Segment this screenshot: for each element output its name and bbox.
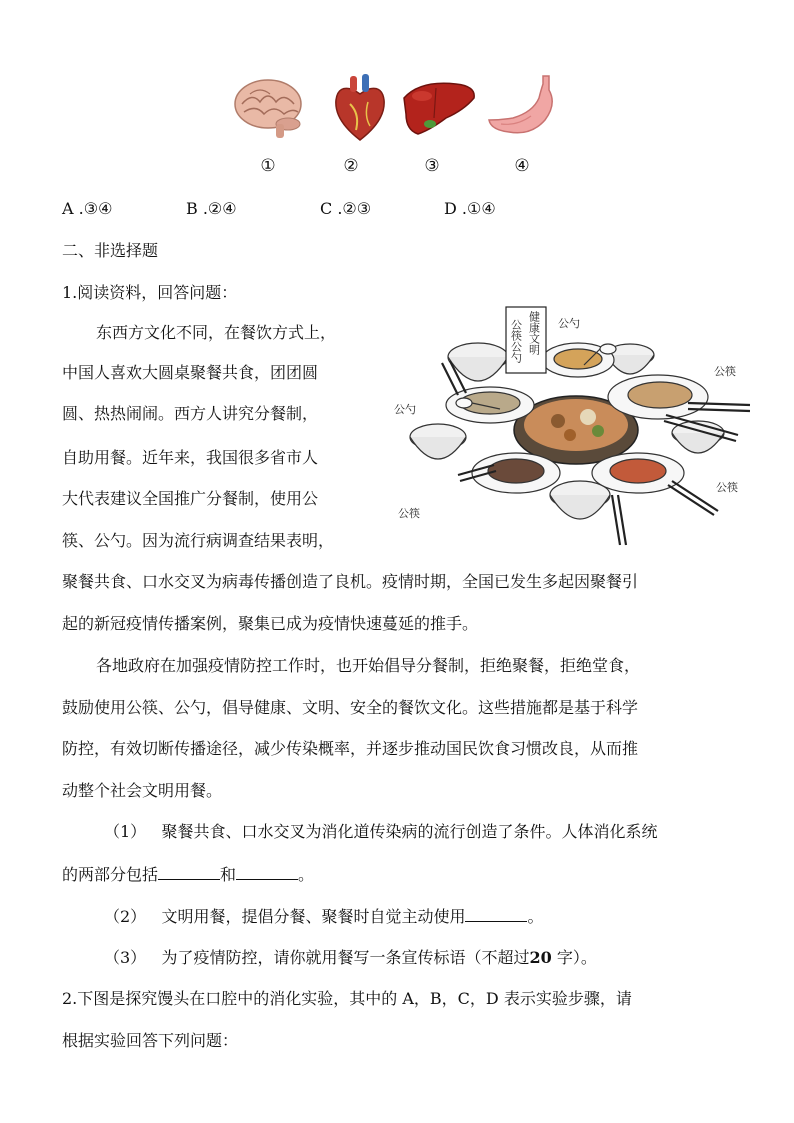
sub-question-2-number: （2） xyxy=(104,907,147,926)
question-2-line-1: 2.下图是探究馒头在口腔中的消化实验，其中的 A，B，C，D 表示实验步骤，请 xyxy=(62,989,632,1008)
sub-question-2 xyxy=(104,905,543,928)
brain-image xyxy=(230,74,310,144)
label-chopsticks-bottom-right: 公筷 xyxy=(716,481,738,494)
q1-paragraph-1-line: 东西方文化不同，在餐饮方式上， xyxy=(96,323,337,342)
q1-paragraph-1-line: 自助用餐。近年来，我国很多省市人 xyxy=(62,448,319,467)
label-spoon-left: 公勺 xyxy=(394,403,416,416)
sub-question-3-number-value: 20 xyxy=(529,948,552,967)
q1-paragraph-1-line: 圆、热热闹闹。西方人讲究分餐制， xyxy=(62,404,319,423)
q1-paragraph-1-line: 聚餐共食、口水交叉为病毒传播创造了良机。疫情时期，全国已发生多起因聚餐引 xyxy=(62,572,639,591)
stomach-image xyxy=(487,74,567,144)
label-chopsticks-bottom-left: 公筷 xyxy=(398,507,420,520)
section-title: 二、非选择题 xyxy=(62,241,159,260)
organ-images-row xyxy=(225,74,570,184)
shared-dining-illustration xyxy=(394,305,758,550)
label-chopsticks-right: 公筷 xyxy=(714,365,736,378)
q1-paragraph-2-line: 防控，有效切断传播途径，减少传染概率，并逐步推动国民饮食习惯改良，从而推 xyxy=(62,739,639,758)
option-d[interactable]: D .①④ xyxy=(444,199,496,218)
q1-paragraph-1-line: 中国人喜欢大圆桌聚餐共食，团团圆 xyxy=(62,363,319,382)
organ-number-2: ② xyxy=(343,156,359,176)
option-a[interactable]: A .③④ xyxy=(62,199,113,218)
option-b[interactable]: B .②④ xyxy=(186,199,237,218)
q1-paragraph-1-line: 大代表建议全国推广分餐制，使用公 xyxy=(62,489,319,508)
sub-question-1-text: 聚餐共食、口水交叉为消化道传染病的流行创造了条件。人体消化系统 xyxy=(161,822,658,841)
answer-blank-2[interactable] xyxy=(236,863,298,880)
sub-question-1-text-part: 和 xyxy=(220,865,237,884)
organ-number-1: ① xyxy=(260,156,276,176)
label-spoon-top: 公勺 xyxy=(558,317,580,330)
question-1-title: 1.阅读资料，回答问题： xyxy=(62,283,238,302)
sub-question-1-text-part: 的两部分包括 xyxy=(62,865,159,884)
q1-paragraph-2-line: 鼓励使用公筷、公勺，倡导健康、文明、安全的餐饮文化。这些措施都是基于科学 xyxy=(62,698,639,717)
sub-question-2-text: 文明用餐，提倡分餐、聚餐时自觉主动使用 xyxy=(161,907,466,926)
organ-number-4: ④ xyxy=(514,156,530,176)
q1-paragraph-1-line: 筷、公勺。因为流行病调查结果表明， xyxy=(62,531,335,550)
organ-number-3: ③ xyxy=(424,156,440,176)
option-c[interactable]: C .②③ xyxy=(320,199,372,218)
liver-image xyxy=(400,74,480,144)
q1-paragraph-2-line: 各地政府在加强疫情防控工作时，也开始倡导分餐制，拒绝聚餐，拒绝堂食， xyxy=(96,656,641,675)
question-2-line-2: 根据实验回答下列问题： xyxy=(62,1031,239,1050)
sub-question-1-line-2 xyxy=(62,863,314,886)
answer-blank-3[interactable] xyxy=(465,905,527,922)
sub-question-3-text-end: 字）。 xyxy=(556,948,597,967)
q1-paragraph-2-line: 动整个社会文明用餐。 xyxy=(62,781,223,800)
sub-question-1-number: （1） xyxy=(104,822,147,841)
sub-question-1-text-part: 。 xyxy=(298,865,315,884)
sub-question-2-end: 。 xyxy=(527,907,544,926)
heart-image xyxy=(320,74,400,144)
sub-question-3-text: 为了疫情防控，请你就用餐写一条宣传标语（不超过 xyxy=(161,948,530,967)
banner-line-1: 公筷公勺 xyxy=(509,319,523,363)
q1-paragraph-1-line: 起的新冠疫情传播案例，聚集已成为疫情快速蔓延的推手。 xyxy=(62,614,479,633)
answer-blank-1[interactable] xyxy=(158,863,220,880)
sub-question-1 xyxy=(104,821,657,843)
banner-line-2: 健康文明 xyxy=(527,311,541,355)
sub-question-3-number: （3） xyxy=(104,948,147,967)
sub-question-3 xyxy=(104,947,597,969)
